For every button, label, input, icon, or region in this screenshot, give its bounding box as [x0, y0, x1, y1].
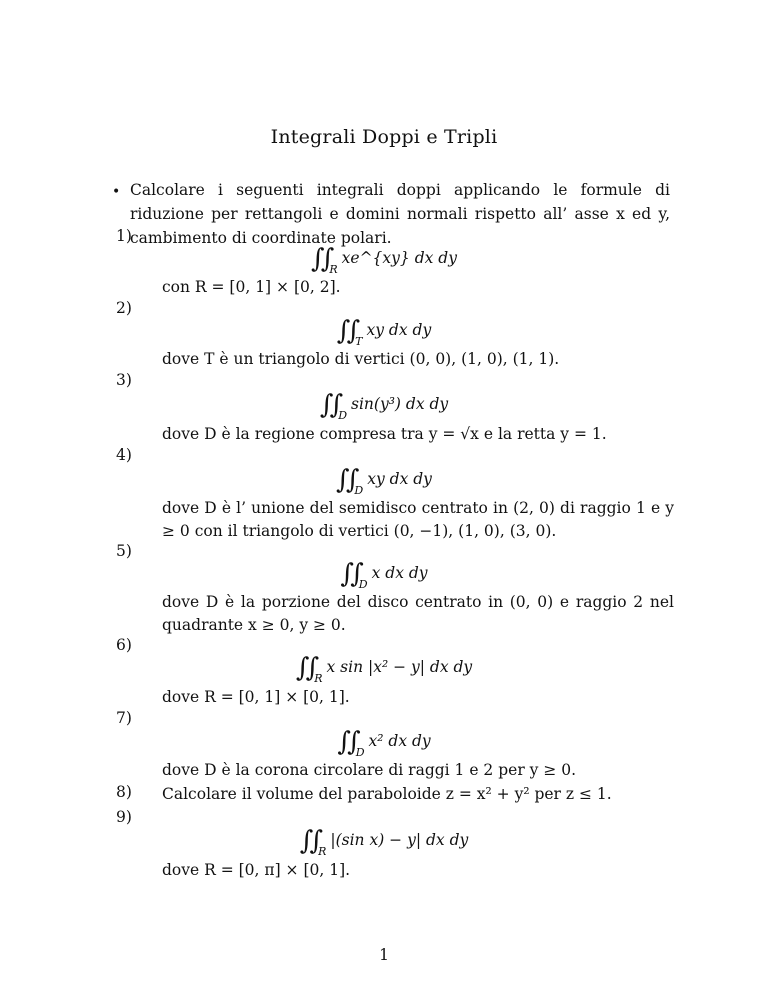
item-number: 2): [116, 299, 132, 317]
integral-formula: [0, 559, 768, 591]
domain-subscript: R: [329, 263, 338, 276]
integrand: |(sin x) − y| dx dy: [330, 831, 469, 849]
integrand: xy dx dy: [367, 470, 432, 488]
item-number: 1): [116, 227, 132, 245]
item-number: 5): [116, 542, 132, 560]
domain-subscript: D: [338, 409, 348, 422]
item-description: dove D è la porzione del disco centrato in (0, 0) e raggio 2 nel quadrante x ≥ 0, y ≥ 0.: [162, 593, 674, 634]
integral-formula: [0, 244, 768, 276]
integral-formula: [0, 826, 768, 858]
page-number: 1: [379, 946, 389, 964]
bullet-icon: •: [112, 184, 121, 200]
double-integral-icon: ∫ ∫: [336, 316, 355, 346]
item-number: 7): [116, 709, 132, 727]
domain-subscript: R: [318, 845, 327, 858]
item-number: 9): [116, 808, 132, 826]
integrand: x dx dy: [371, 564, 428, 582]
double-integral-icon: ∫ ∫: [299, 826, 318, 856]
domain-subscript: D: [358, 578, 368, 591]
integrand: x² dx dy: [368, 732, 431, 750]
item-description: dove D è l’ unione del semidisco centrato in (2, 0) di raggio 1 e y ≥ 0 con il triangolo di vertici (0, −1), (1, 0), (3, 0).: [162, 499, 674, 540]
integral-formula: [0, 316, 768, 348]
integral-formula: [0, 727, 768, 759]
item-number: 8): [116, 783, 132, 801]
domain-subscript: T: [355, 335, 363, 348]
double-integral-icon: ∫ ∫: [311, 244, 329, 274]
item-description: dove R = [0, π] × [0, 1].: [162, 861, 351, 879]
item-number: 6): [116, 636, 132, 654]
integral-formula: [0, 653, 768, 685]
domain-subscript: D: [355, 746, 365, 759]
double-integral-icon: ∫ ∫: [319, 390, 338, 420]
item-description: dove T è un triangolo di vertici (0, 0), (1, 0), (1, 1).: [162, 350, 560, 368]
domain-subscript: R: [314, 672, 323, 685]
double-integral-icon: ∫ ∫: [336, 465, 354, 495]
double-integral-icon: ∫ ∫: [337, 727, 355, 757]
domain-subscript: D: [354, 484, 364, 497]
item-description: Calcolare il volume del paraboloide z = x² + y² per z ≤ 1.: [162, 785, 612, 803]
item-description: dove D è la corona circolare di raggi 1 e 2 per y ≥ 0.: [162, 761, 577, 779]
double-integral-icon: ∫ ∫: [295, 653, 314, 683]
intro-paragraph: Calcolare i seguenti integrali doppi applicando le formule di riduzione per rettangoli e domini normali rispetto all’ asse x ed y, cambimento di coordinate polari.: [130, 181, 670, 247]
integrand: x sin |x² − y| dx dy: [326, 658, 473, 676]
item-description: dove D è la regione compresa tra y = √x e la retta y = 1.: [162, 425, 607, 443]
integrand: xy dx dy: [366, 321, 432, 339]
item-number: 4): [116, 446, 132, 464]
integrand: sin(y³) dx dy: [351, 395, 449, 413]
double-integral-icon: ∫ ∫: [340, 559, 358, 589]
item-description: con R = [0, 1] × [0, 2].: [162, 278, 341, 296]
integrand: xe^{xy} dx dy: [341, 249, 457, 267]
item-number: 3): [116, 371, 132, 389]
document-title: Integrali Doppi e Tripli: [270, 126, 498, 148]
integral-formula: [0, 465, 768, 497]
integral-formula: [0, 390, 768, 422]
item-description: dove R = [0, 1] × [0, 1].: [162, 688, 350, 706]
